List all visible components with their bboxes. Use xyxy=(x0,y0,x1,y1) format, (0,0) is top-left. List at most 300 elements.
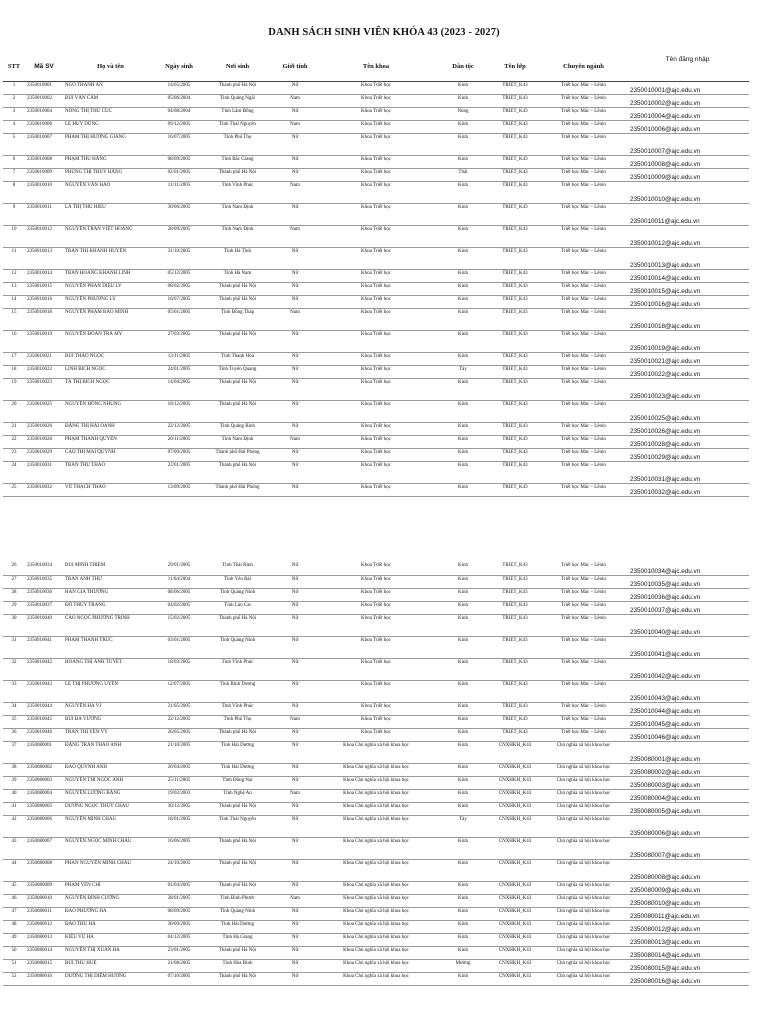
cell-ethnicity: Kinh xyxy=(437,423,489,436)
cell-stt: 5 xyxy=(3,134,25,156)
cell-student-id: 2350010001 xyxy=(25,82,63,95)
cell-full-name: ĐÀO PHƯƠNG HÀ xyxy=(63,907,158,920)
cell-faculty: Khoa Triết học xyxy=(315,702,437,715)
cell-birth-date: 22/12/2005 xyxy=(158,423,200,436)
cell-stt: 51 xyxy=(3,959,25,972)
cell-birth-date: 11/11/2005 xyxy=(158,182,200,204)
cell-birth-place: Tỉnh Hòa Bình xyxy=(200,959,275,972)
cell-birth-date: 10/12/2005 xyxy=(158,401,200,423)
cell-username: 2350080004@ajc.edu.vn xyxy=(626,789,749,802)
cell-ethnicity: Kinh xyxy=(437,881,489,894)
cell-username: 2350010041@ajc.edu.vn xyxy=(626,636,749,658)
cell-ethnicity: Kinh xyxy=(437,248,489,270)
cell-gender: Nam xyxy=(275,715,315,728)
cell-full-name: DƯƠNG NGỌC THÙY CHÂU xyxy=(63,802,158,815)
cell-class-name: TRIET_K43 xyxy=(489,449,541,462)
table-row xyxy=(3,972,749,985)
cell-faculty: Khoa Triết học xyxy=(315,658,437,680)
cell-birth-place: Thành phố Hà Nội xyxy=(200,881,275,894)
cell-username: 2350080013@ajc.edu.vn xyxy=(626,933,749,946)
table-row xyxy=(3,575,749,588)
table-row xyxy=(3,331,749,353)
cell-username: 2350080009@ajc.edu.vn xyxy=(626,881,749,894)
cell-faculty: Khoa Chủ nghĩa xã hội khoa học xyxy=(315,933,437,946)
cell-student-id: 2350010040 xyxy=(25,614,63,636)
table-header-row xyxy=(3,52,749,82)
cell-username: 2350080008@ajc.edu.vn xyxy=(626,859,749,881)
table-row xyxy=(3,82,749,95)
cell-ethnicity: Kinh xyxy=(437,920,489,933)
cell-birth-date: 13/09/2005 xyxy=(158,484,200,497)
cell-birth-date: 05/06/2004 xyxy=(158,95,200,108)
cell-birth-place: Tỉnh Nam Định xyxy=(200,436,275,449)
cell-major: Triết học Mác – Lênin xyxy=(541,462,626,484)
cell-ethnicity: Kinh xyxy=(437,95,489,108)
cell-faculty: Khoa Triết học xyxy=(315,82,437,95)
cell-stt: 13 xyxy=(3,283,25,296)
cell-ethnicity: Kinh xyxy=(437,204,489,226)
cell-birth-place: Tỉnh Bắc Giang xyxy=(200,156,275,169)
cell-major: Triết học Mác – Lênin xyxy=(541,484,626,497)
cell-birth-place: Tỉnh Quảng Ninh xyxy=(200,636,275,658)
cell-birth-place: Tỉnh Đồng Nai xyxy=(200,776,275,789)
cell-major: Triết học Mác – Lênin xyxy=(541,134,626,156)
cell-class-name: TRIET_K43 xyxy=(489,462,541,484)
cell-student-id: 2350080011 xyxy=(25,907,63,920)
cell-username: 2350010018@ajc.edu.vn xyxy=(626,309,749,331)
cell-faculty: Khoa Triết học xyxy=(315,601,437,614)
cell-class-name: CNXHKH_K43 xyxy=(489,815,541,837)
header-stt: STT xyxy=(3,52,25,82)
cell-student-id: 2350010026 xyxy=(25,423,63,436)
table-row xyxy=(3,741,749,763)
cell-stt: 17 xyxy=(3,353,25,366)
cell-student-id: 2350010037 xyxy=(25,601,63,614)
cell-class-name: TRIET_K43 xyxy=(489,588,541,601)
cell-student-id: 2350080012 xyxy=(25,920,63,933)
cell-birth-date: 08/02/2005 xyxy=(158,283,200,296)
cell-class-name: CNXHKH_K43 xyxy=(489,881,541,894)
cell-birth-date: 30/09/2005 xyxy=(158,920,200,933)
cell-birth-place: Tỉnh Hải Dương xyxy=(200,763,275,776)
cell-full-name: LÊ THỊ PHƯƠNG UYÊN xyxy=(63,680,158,702)
cell-birth-place: Tỉnh Nam Định xyxy=(200,226,275,248)
cell-full-name: PHẠM THANH TRÚC xyxy=(63,636,158,658)
cell-username: 2350010004@ajc.edu.vn xyxy=(626,108,749,121)
cell-ethnicity: Kinh xyxy=(437,309,489,331)
cell-birth-date: 24/01/2005 xyxy=(158,366,200,379)
cell-student-id: 2350010004 xyxy=(25,108,63,121)
cell-gender: Nữ xyxy=(275,946,315,959)
cell-stt: 22 xyxy=(3,436,25,449)
table-row xyxy=(3,907,749,920)
cell-gender: Nữ xyxy=(275,776,315,789)
cell-full-name: BÙI THU HUỆ xyxy=(63,959,158,972)
cell-major: Triết học Mác – Lênin xyxy=(541,204,626,226)
cell-username: 2350080002@ajc.edu.vn xyxy=(626,763,749,776)
header-class-name: Tên lớp xyxy=(489,52,541,82)
cell-faculty: Khoa Triết học xyxy=(315,296,437,309)
cell-birth-date: 27/03/2005 xyxy=(158,331,200,353)
cell-student-id: 2350010006 xyxy=(25,121,63,134)
cell-gender: Nam xyxy=(275,436,315,449)
cell-ethnicity: Kinh xyxy=(437,353,489,366)
cell-student-id: 2350080008 xyxy=(25,859,63,881)
cell-gender: Nam xyxy=(275,95,315,108)
cell-ethnicity: Kinh xyxy=(437,972,489,985)
cell-stt: 23 xyxy=(3,449,25,462)
table-row xyxy=(3,283,749,296)
cell-birth-place: Thành phố Hà Nội xyxy=(200,802,275,815)
cell-major: Triết học Mác – Lênin xyxy=(541,614,626,636)
cell-ethnicity: Kinh xyxy=(437,933,489,946)
cell-birth-place: Thành phố Hà Nội xyxy=(200,972,275,985)
cell-gender: Nữ xyxy=(275,283,315,296)
cell-birth-date: 13/11/2005 xyxy=(158,353,200,366)
cell-gender: Nam xyxy=(275,226,315,248)
cell-faculty: Khoa Chủ nghĩa xã hội khoa học xyxy=(315,776,437,789)
cell-major: Chủ nghĩa xã hội khoa học xyxy=(541,859,626,881)
cell-username: 2350010021@ajc.edu.vn xyxy=(626,353,749,366)
cell-full-name: ĐẶNG TRẦN THẢO ANH xyxy=(63,741,158,763)
cell-faculty: Khoa Chủ nghĩa xã hội khoa học xyxy=(315,894,437,907)
cell-faculty: Khoa Triết học xyxy=(315,156,437,169)
cell-birth-place: Thành phố Hà Nội xyxy=(200,296,275,309)
cell-stt: 1 xyxy=(3,82,25,95)
cell-student-id: 2350010023 xyxy=(25,379,63,401)
cell-ethnicity: Kinh xyxy=(437,588,489,601)
cell-gender: Nữ xyxy=(275,907,315,920)
cell-major: Triết học Mác – Lênin xyxy=(541,658,626,680)
cell-birth-place: Thành phố Hà Nội xyxy=(200,82,275,95)
cell-birth-date: 28/01/2005 xyxy=(158,894,200,907)
cell-major: Chủ nghĩa xã hội khoa học xyxy=(541,776,626,789)
cell-major: Triết học Mác – Lênin xyxy=(541,588,626,601)
cell-gender: Nữ xyxy=(275,741,315,763)
cell-birth-date: 03/01/2005 xyxy=(158,636,200,658)
cell-username: 2350080011@ajc.edu.vn xyxy=(626,907,749,920)
cell-stt: 15 xyxy=(3,309,25,331)
cell-birth-date: 22/12/2005 xyxy=(158,715,200,728)
cell-student-id: 2350010018 xyxy=(25,309,63,331)
cell-student-id: 2350080002 xyxy=(25,763,63,776)
cell-student-id: 2350080014 xyxy=(25,946,63,959)
cell-student-id: 2350080010 xyxy=(25,894,63,907)
table-row xyxy=(3,436,749,449)
cell-birth-date: 30/06/2005 xyxy=(158,204,200,226)
cell-username: 2350010026@ajc.edu.vn xyxy=(626,423,749,436)
cell-ethnicity: Kinh xyxy=(437,702,489,715)
cell-gender: Nữ xyxy=(275,423,315,436)
cell-birth-date: 31/10/2005 xyxy=(158,248,200,270)
cell-student-id: 2350080005 xyxy=(25,802,63,815)
header-gender: Giới tính xyxy=(275,52,315,82)
cell-stt: 31 xyxy=(3,636,25,658)
header-birth-place: Nơi sinh xyxy=(200,52,275,82)
cell-gender: Nữ xyxy=(275,401,315,423)
cell-ethnicity: Kinh xyxy=(437,907,489,920)
cell-birth-date: 04/12/2005 xyxy=(158,933,200,946)
cell-stt: 44 xyxy=(3,859,25,881)
cell-gender: Nữ xyxy=(275,353,315,366)
cell-birth-place: Thành phố Hà Nội xyxy=(200,728,275,741)
page-title: DANH SÁCH SINH VIÊN KHÓA 43 (2023 - 2027) xyxy=(268,27,500,38)
cell-student-id: 2350080006 xyxy=(25,815,63,837)
table-row xyxy=(3,715,749,728)
cell-gender: Nữ xyxy=(275,658,315,680)
cell-birth-place: Tỉnh Bình Phước xyxy=(200,894,275,907)
table-row xyxy=(3,156,749,169)
cell-ethnicity: Nùng xyxy=(437,108,489,121)
cell-gender: Nữ xyxy=(275,815,315,837)
cell-gender: Nam xyxy=(275,182,315,204)
cell-birth-date: 28/09/2005 xyxy=(158,226,200,248)
table-row xyxy=(3,837,749,859)
cell-birth-date: 11/04/2004 xyxy=(158,575,200,588)
cell-faculty: Khoa Chủ nghĩa xã hội khoa học xyxy=(315,959,437,972)
cell-birth-date: 05/01/2005 xyxy=(158,309,200,331)
table-row xyxy=(3,134,749,156)
cell-student-id: 2350080016 xyxy=(25,972,63,985)
cell-birth-place: Thành phố Hà Nội xyxy=(200,859,275,881)
cell-birth-place: Thành phố Hà Nội xyxy=(200,331,275,353)
cell-username: 2350010011@ajc.edu.vn xyxy=(626,204,749,226)
cell-class-name: TRIET_K43 xyxy=(489,484,541,497)
cell-birth-place: Tỉnh Hà Tĩnh xyxy=(200,248,275,270)
cell-full-name: DƯƠNG THỊ DIỄM HƯƠNG xyxy=(63,972,158,985)
cell-class-name: TRIET_K43 xyxy=(489,226,541,248)
cell-faculty: Khoa Triết học xyxy=(315,484,437,497)
cell-birth-place: Thành phố Hà Nội xyxy=(200,837,275,859)
cell-student-id: 2350010011 xyxy=(25,204,63,226)
cell-class-name: TRIET_K43 xyxy=(489,353,541,366)
cell-class-name: CNXHKH_K43 xyxy=(489,894,541,907)
table-row xyxy=(3,702,749,715)
cell-username: 2350010023@ajc.edu.vn xyxy=(626,379,749,401)
table-row xyxy=(3,449,749,462)
cell-class-name: CNXHKH_K43 xyxy=(489,763,541,776)
cell-full-name: NÔNG THỊ THU CÚC xyxy=(63,108,158,121)
table-row xyxy=(3,920,749,933)
cell-username: 2350010013@ajc.edu.vn xyxy=(626,248,749,270)
cell-ethnicity: Kinh xyxy=(437,121,489,134)
cell-student-id: 2350010013 xyxy=(25,248,63,270)
cell-username: 2350010009@ajc.edu.vn xyxy=(626,169,749,182)
cell-username: 2350010010@ajc.edu.vn xyxy=(626,182,749,204)
cell-faculty: Khoa Chủ nghĩa xã hội khoa học xyxy=(315,802,437,815)
cell-full-name: NGUYỄN THỊ NGỌC ÁNH xyxy=(63,776,158,789)
table-row xyxy=(3,309,749,331)
cell-class-name: TRIET_K43 xyxy=(489,204,541,226)
table-row xyxy=(3,859,749,881)
cell-full-name: LÊ HUY DŨNG xyxy=(63,121,158,134)
cell-full-name: TRẦN THỊ YẾN VY xyxy=(63,728,158,741)
cell-faculty: Khoa Triết học xyxy=(315,588,437,601)
cell-birth-place: Tỉnh Hải Dương xyxy=(200,920,275,933)
cell-faculty: Khoa Chủ nghĩa xã hội khoa học xyxy=(315,837,437,859)
cell-gender: Nữ xyxy=(275,601,315,614)
cell-faculty: Khoa Chủ nghĩa xã hội khoa học xyxy=(315,907,437,920)
cell-birth-date: 09/12/2005 xyxy=(158,121,200,134)
cell-birth-place: Tỉnh Hà Nam xyxy=(200,270,275,283)
cell-username: 2350010032@ajc.edu.vn xyxy=(626,484,749,497)
cell-ethnicity: Kinh xyxy=(437,484,489,497)
cell-stt: 38 xyxy=(3,763,25,776)
table-row xyxy=(3,881,749,894)
cell-student-id: 2350010045 xyxy=(25,715,63,728)
cell-major: Triết học Mác – Lênin xyxy=(541,423,626,436)
cell-birth-date: 08/09/2005 xyxy=(158,156,200,169)
cell-full-name: NGUYỄN THỊ XUÂN HÀ xyxy=(63,946,158,959)
cell-class-name: TRIET_K43 xyxy=(489,121,541,134)
cell-major: Chủ nghĩa xã hội khoa học xyxy=(541,815,626,837)
cell-username: 2350010035@ajc.edu.vn xyxy=(626,575,749,588)
cell-major: Triết học Mác – Lênin xyxy=(541,636,626,658)
cell-gender: Nữ xyxy=(275,959,315,972)
table-row xyxy=(3,562,749,575)
cell-faculty: Khoa Triết học xyxy=(315,715,437,728)
cell-student-id: 2350010036 xyxy=(25,588,63,601)
cell-ethnicity: Kinh xyxy=(437,82,489,95)
cell-faculty: Khoa Triết học xyxy=(315,331,437,353)
cell-ethnicity: Kinh xyxy=(437,296,489,309)
cell-student-id: 2350010015 xyxy=(25,283,63,296)
cell-faculty: Khoa Triết học xyxy=(315,182,437,204)
cell-birth-date: 22/01/2005 xyxy=(158,462,200,484)
cell-stt: 20 xyxy=(3,401,25,423)
cell-username: 2350010006@ajc.edu.vn xyxy=(626,121,749,134)
cell-stt: 4 xyxy=(3,121,25,134)
cell-stt: 16 xyxy=(3,331,25,353)
cell-stt: 43 xyxy=(3,837,25,859)
header-full-name: Họ và tên xyxy=(63,52,158,82)
cell-stt: 42 xyxy=(3,815,25,837)
cell-full-name: NGUYỄN PHƯƠNG LY xyxy=(63,296,158,309)
cell-full-name: NGUYỄN MINH CHÂU xyxy=(63,815,158,837)
cell-gender: Nam xyxy=(275,894,315,907)
cell-birth-date: 26/05/2005 xyxy=(158,728,200,741)
cell-birth-date: 16/06/2005 xyxy=(158,837,200,859)
cell-birth-place: Tỉnh Nam Định xyxy=(200,204,275,226)
cell-class-name: CNXHKH_K43 xyxy=(489,972,541,985)
cell-faculty: Khoa Chủ nghĩa xã hội khoa học xyxy=(315,881,437,894)
cell-full-name: ĐÀO THU HÀ xyxy=(63,920,158,933)
cell-student-id: 2350080015 xyxy=(25,959,63,972)
cell-full-name: PHẠM THU HẰNG xyxy=(63,156,158,169)
cell-gender: Nữ xyxy=(275,248,315,270)
cell-faculty: Khoa Triết học xyxy=(315,436,437,449)
cell-full-name: TẠ THỊ BÍCH NGỌC xyxy=(63,379,158,401)
cell-student-id: 2350080003 xyxy=(25,776,63,789)
cell-gender: Nữ xyxy=(275,331,315,353)
cell-full-name: TRẦN HOÀNG KHÁNH LINH xyxy=(63,270,158,283)
cell-username: 2350010037@ajc.edu.vn xyxy=(626,601,749,614)
cell-ethnicity: Kinh xyxy=(437,562,489,575)
cell-full-name: CAO NGỌC PHƯƠNG TRINH xyxy=(63,614,158,636)
cell-student-id: 2350010014 xyxy=(25,270,63,283)
table-row xyxy=(3,296,749,309)
cell-username: 2350080014@ajc.edu.vn xyxy=(626,946,749,959)
cell-class-name: TRIET_K43 xyxy=(489,134,541,156)
cell-birth-date: 04/02/2005 xyxy=(158,601,200,614)
cell-student-id: 2350010043 xyxy=(25,680,63,702)
header-student-id: Mã SV xyxy=(25,52,63,82)
cell-birth-date: 21/08/2005 xyxy=(158,959,200,972)
cell-ethnicity: Kinh xyxy=(437,789,489,802)
cell-stt: 47 xyxy=(3,907,25,920)
cell-birth-place: Tỉnh Thanh Hóa xyxy=(200,353,275,366)
cell-major: Triết học Mác – Lênin xyxy=(541,562,626,575)
cell-faculty: Khoa Chủ nghĩa xã hội khoa học xyxy=(315,859,437,881)
cell-student-id: 2350010032 xyxy=(25,484,63,497)
table-row xyxy=(3,802,749,815)
cell-full-name: PHAN NGUYỄN MINH CHÂU xyxy=(63,859,158,881)
cell-stt: 52 xyxy=(3,972,25,985)
cell-birth-place: Tỉnh Tuyên Quang xyxy=(200,366,275,379)
cell-birth-date: 31/05/2005 xyxy=(158,702,200,715)
cell-faculty: Khoa Chủ nghĩa xã hội khoa học xyxy=(315,972,437,985)
cell-major: Chủ nghĩa xã hội khoa học xyxy=(541,837,626,859)
cell-faculty: Khoa Triết học xyxy=(315,108,437,121)
cell-username: 2350010014@ajc.edu.vn xyxy=(626,270,749,283)
table-row xyxy=(3,815,749,837)
cell-faculty: Khoa Triết học xyxy=(315,366,437,379)
cell-ethnicity: Kinh xyxy=(437,379,489,401)
cell-full-name: ĐẶNG THỊ HẢI OANH xyxy=(63,423,158,436)
cell-birth-place: Tỉnh Phú Thọ xyxy=(200,715,275,728)
cell-birth-place: Tỉnh Nghệ An xyxy=(200,789,275,802)
cell-student-id: 2350080001 xyxy=(25,741,63,763)
cell-full-name: KIỀU VŨ HÀ xyxy=(63,933,158,946)
cell-ethnicity: Kinh xyxy=(437,802,489,815)
cell-username: 2350080016@ajc.edu.vn xyxy=(626,972,749,985)
cell-full-name: TRẦN THỊ KHÁNH HUYỀN xyxy=(63,248,158,270)
cell-student-id: 2350010028 xyxy=(25,436,63,449)
cell-major: Triết học Mác – Lênin xyxy=(541,283,626,296)
cell-stt: 45 xyxy=(3,881,25,894)
cell-class-name: TRIET_K43 xyxy=(489,702,541,715)
cell-full-name: PHẠM YẾN CHI xyxy=(63,881,158,894)
cell-stt: 2 xyxy=(3,95,25,108)
cell-stt: 11 xyxy=(3,248,25,270)
cell-gender: Nữ xyxy=(275,614,315,636)
cell-stt: 36 xyxy=(3,728,25,741)
cell-gender: Nam xyxy=(275,121,315,134)
header-major: Chuyên ngành xyxy=(541,52,626,82)
table-row xyxy=(3,379,749,401)
cell-stt: 50 xyxy=(3,946,25,959)
cell-faculty: Khoa Triết học xyxy=(315,562,437,575)
cell-gender: Nữ xyxy=(275,366,315,379)
cell-birth-date: 04/08/2004 xyxy=(158,108,200,121)
cell-class-name: CNXHKH_K43 xyxy=(489,741,541,763)
table-row xyxy=(3,270,749,283)
cell-student-id: 2350010029 xyxy=(25,449,63,462)
cell-class-name: TRIET_K43 xyxy=(489,379,541,401)
cell-faculty: Khoa Triết học xyxy=(315,309,437,331)
cell-ethnicity: Mường xyxy=(437,959,489,972)
cell-major: Triết học Mác – Lênin xyxy=(541,82,626,95)
cell-class-name: TRIET_K43 xyxy=(489,614,541,636)
cell-username: 2350080012@ajc.edu.vn xyxy=(626,920,749,933)
cell-faculty: Khoa Triết học xyxy=(315,575,437,588)
cell-gender: Nữ xyxy=(275,972,315,985)
cell-student-id: 2350010034 xyxy=(25,562,63,575)
cell-ethnicity: Kinh xyxy=(437,776,489,789)
table-row xyxy=(3,728,749,741)
cell-birth-place: Thành phố Hà Nội xyxy=(200,169,275,182)
cell-faculty: Khoa Triết học xyxy=(315,204,437,226)
